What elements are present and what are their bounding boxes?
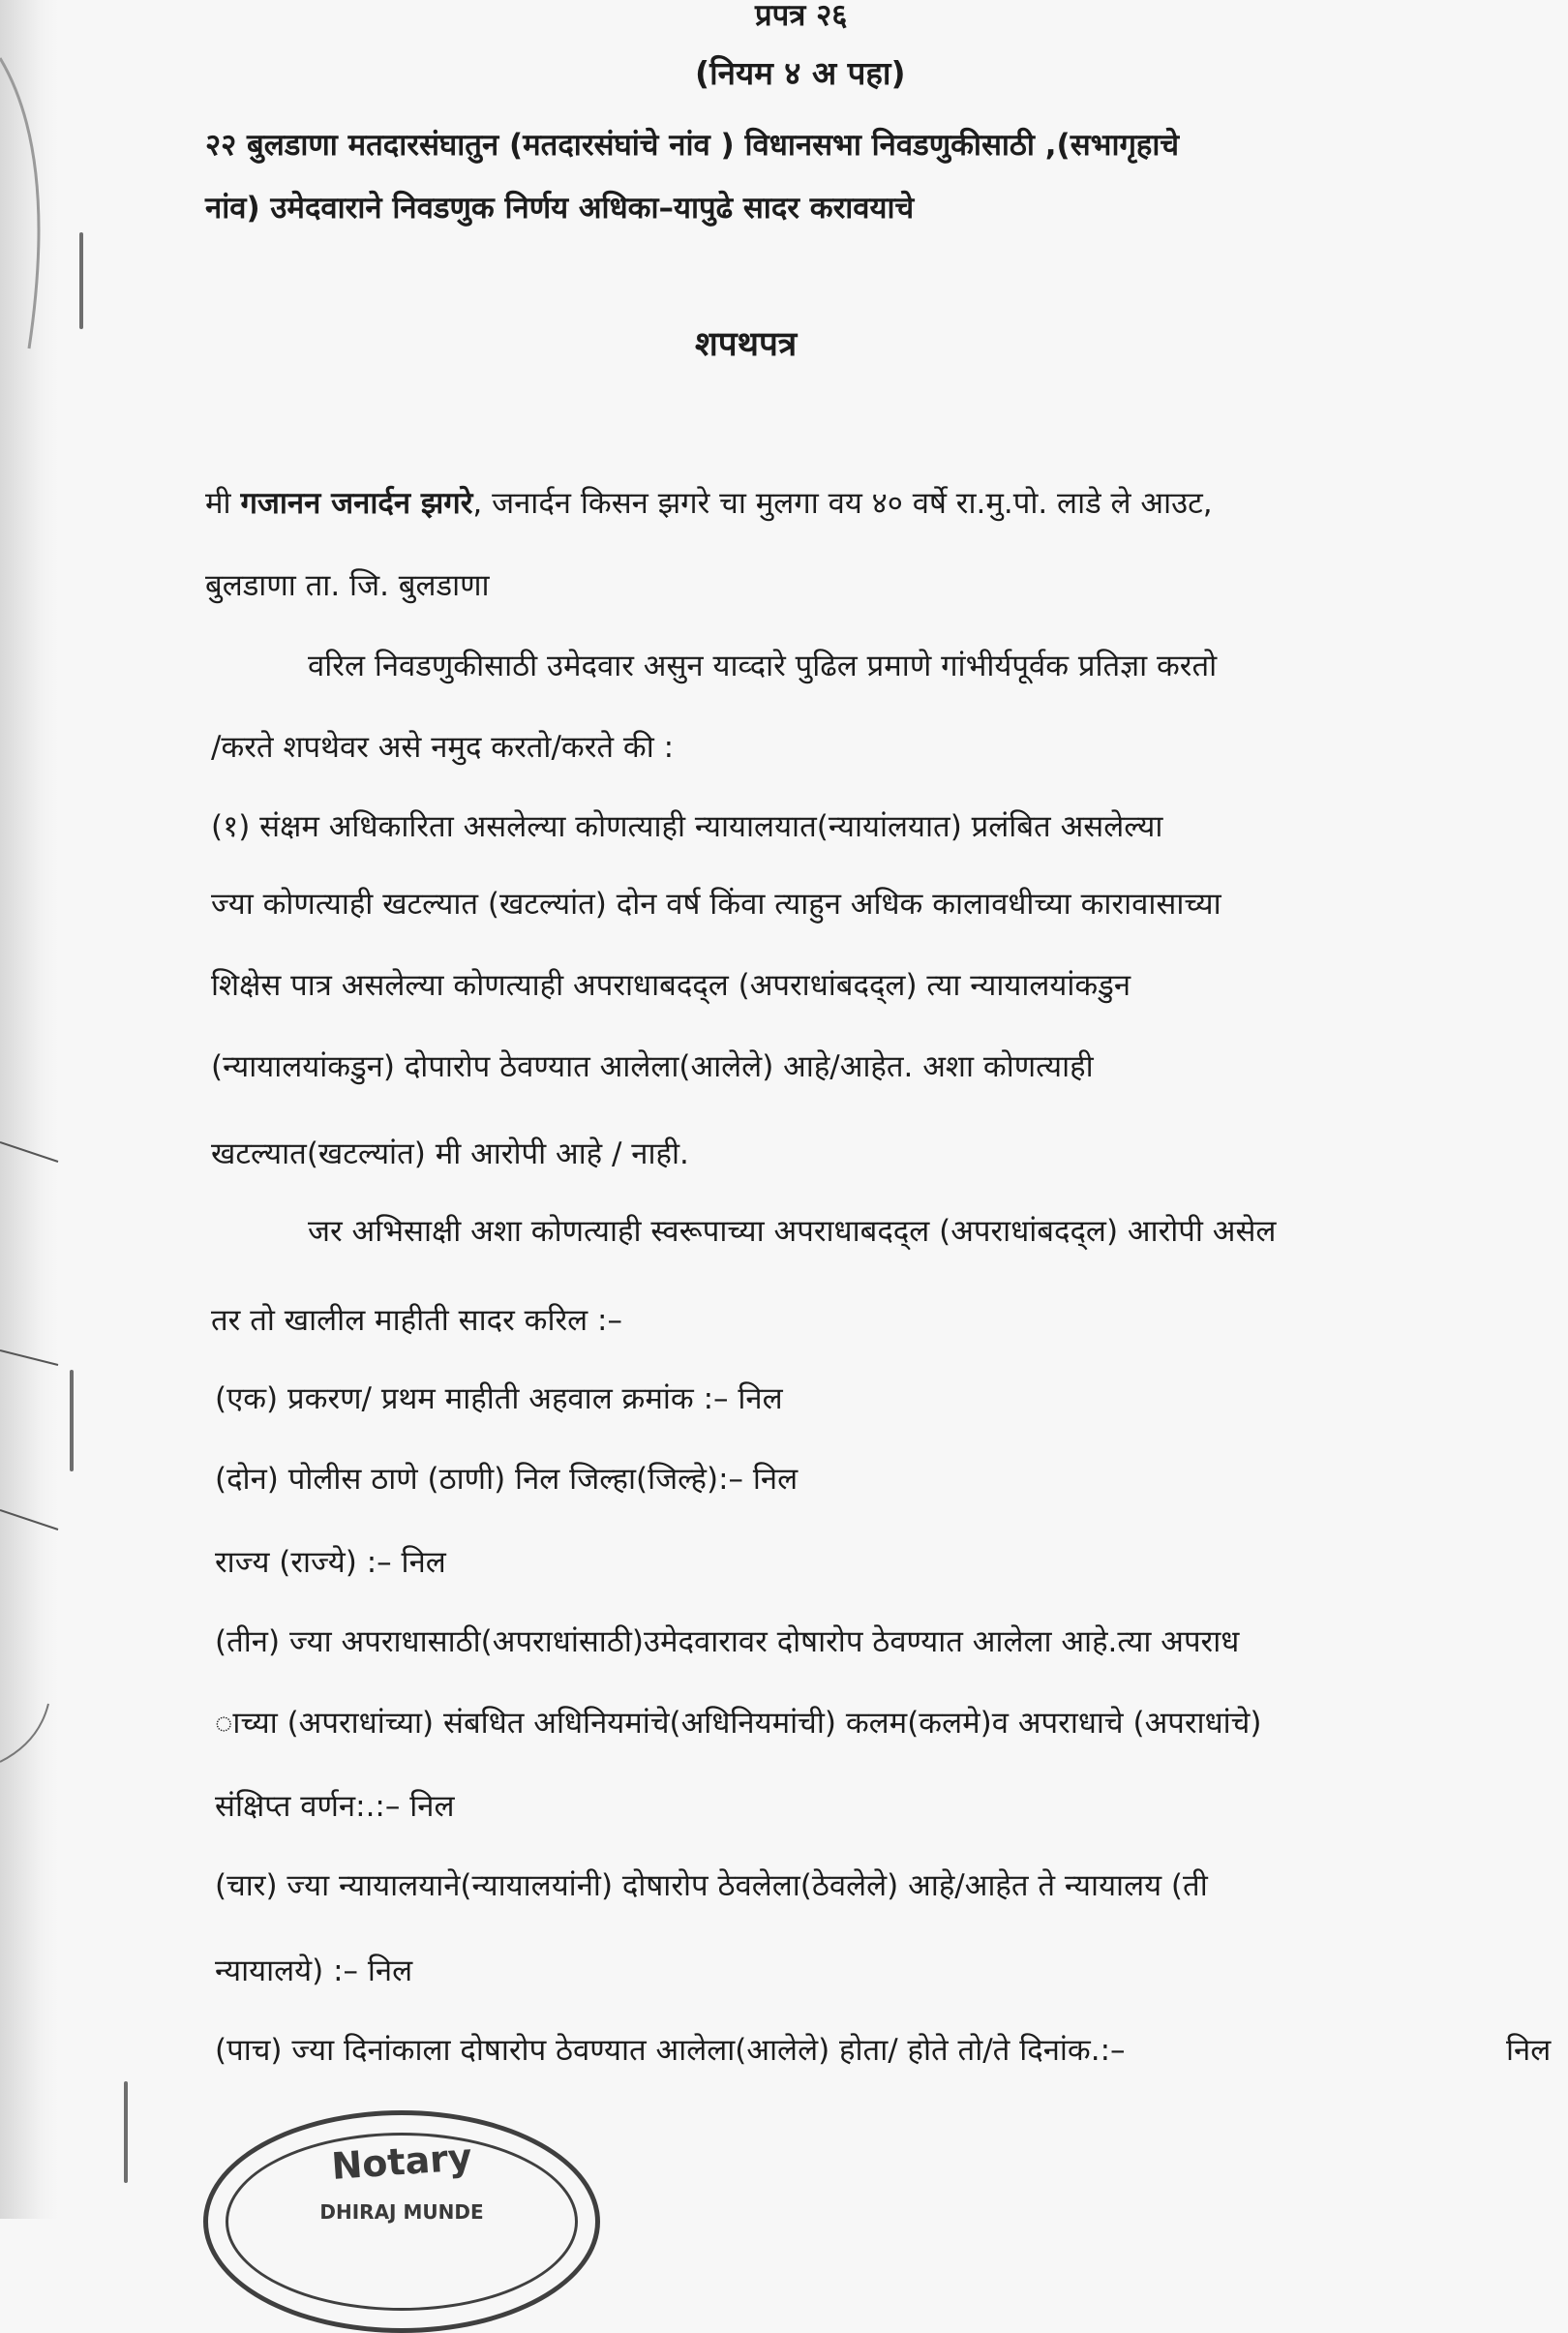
declarant-details: , जनार्दन किसन झगरे चा मुलगा वय ४० वर्षे रा.मु.पो. लाडे ले आउट, [472, 486, 1213, 521]
item-teen-line-2: ाच्या (अपराधांच्या) संबधित अधिनियमांचे(अधिनियमांची) कलम(कलमे)व अपराधाचे (अपराधांचे) [215, 1706, 1262, 1741]
item-don: (दोन) पोलीस ठाणे (ठाणी) निल जिल्हा(जिल्हे):– निल [215, 1462, 799, 1497]
notary-stamp-text: Notary [330, 2135, 473, 2189]
item-pach-value: निल [1506, 2033, 1552, 2068]
item-teen-line-1: (तीन) ज्या अपराधासाठी(अपराधांसाठी)उमेदवारावर दोषारोप ठेवण्यात आलेला आहे.त्या अपराध [215, 1624, 1240, 1659]
margin-mark [70, 1370, 74, 1471]
intro-line-1: २२ बुलडाणा मतदारसंघातुन (मतदारसंघांचे नांव ) विधानसभा निवडणुकीसाठी ,(सभागृहाचे [205, 128, 1180, 163]
margin-mark [79, 232, 83, 329]
declarant-prefix: मी [205, 486, 231, 521]
clause1-line-2: ज्या कोणत्याही खटल्यात (खटल्यांत) दोन वर्ष किंवा त्याहुन अधिक कालावधीच्या कारावासाच्या [211, 887, 1221, 922]
form-rule: (नियम ४ अ पहा) [695, 54, 906, 92]
item-ek: (एक) प्रकरण/ प्रथम माहीती अहवाल क्रमांक :– निल [215, 1381, 783, 1416]
intro-line-2: नांव) उमेदवाराने निवडणुक निर्णय अधिका–यापुढे सादर करावयाचे [205, 191, 915, 226]
declarant-name: गजानन जनार्दन झगरे [240, 486, 473, 521]
item-rajya: राज्य (राज्ये) :– निल [215, 1545, 446, 1580]
notary-stamp [203, 2110, 600, 2333]
pledge-line-1: वरिल निवडणुकीसाठी उमेदवार असुन याव्दारे पुढिल प्रमाणे गांभीर्यपूर्वक प्रतिज्ञा करतो [308, 649, 1218, 683]
declarant-line-2: बुलडाणा ता. जि. बुलडाणा [205, 568, 490, 603]
margin-mark [124, 2081, 128, 2183]
document-title: शपथपत्र [695, 325, 798, 364]
accused-line-1: जर अभिसाक्षी अशा कोणत्याही स्वरूपाच्या अपराधाबदद्ल (अपराधांबदद्ल) आरोपी असेल [308, 1214, 1277, 1249]
accused-line-2: तर तो खालील माहीती सादर करिल :– [211, 1303, 622, 1338]
page-fold-lines [0, 0, 116, 2219]
item-pach: (पाच) ज्या दिनांकाला दोषारोप ठेवण्यात आलेला(आलेले) होता/ होते तो/ते दिनांक.:– [215, 2033, 1126, 2068]
clause1-line-1: (१) संक्षम अधिकारिता असलेल्या कोणत्याही न्यायालयात(न्यायांलयात) प्रलंबित असलेल्या [211, 809, 1163, 844]
clause1-line-3: शिक्षेस पात्र असलेल्या कोणत्याही अपराधाबदद्ल (अपराधांबदद्ल) त्या न्यायालयांकडुन [211, 968, 1131, 1003]
pledge-line-2: /करते शपथेवर असे नमुद करतो/करते की : [211, 730, 675, 765]
declarant-line-1 [205, 484, 1213, 523]
item-char-line-2: न्यायालये) :– निल [215, 1954, 413, 1988]
clause1-line-5: खटल्यात(खटल्यांत) मी आरोपी आहे / नाही. [211, 1136, 689, 1171]
clause1-line-4: (न्यायालयांकडुन) दोपारोप ठेवण्यात आलेला(आलेले) आहे/आहेत. अशा कोणत्याही [211, 1049, 1094, 1084]
item-teen-line-3: संक्षिप्त वर्णन:.:– निल [215, 1789, 455, 1824]
notary-stamp-name: DHIRAJ MUNDE [319, 2200, 484, 2224]
item-char-line-1: (चार) ज्या न्यायालयाने(न्यायालयांनी) दोषारोप ठेवलेला(ठेवलेले) आहे/आहेत ते न्यायालय (ती [215, 1868, 1208, 1903]
form-heading: प्रपत्र २६ [755, 0, 848, 33]
